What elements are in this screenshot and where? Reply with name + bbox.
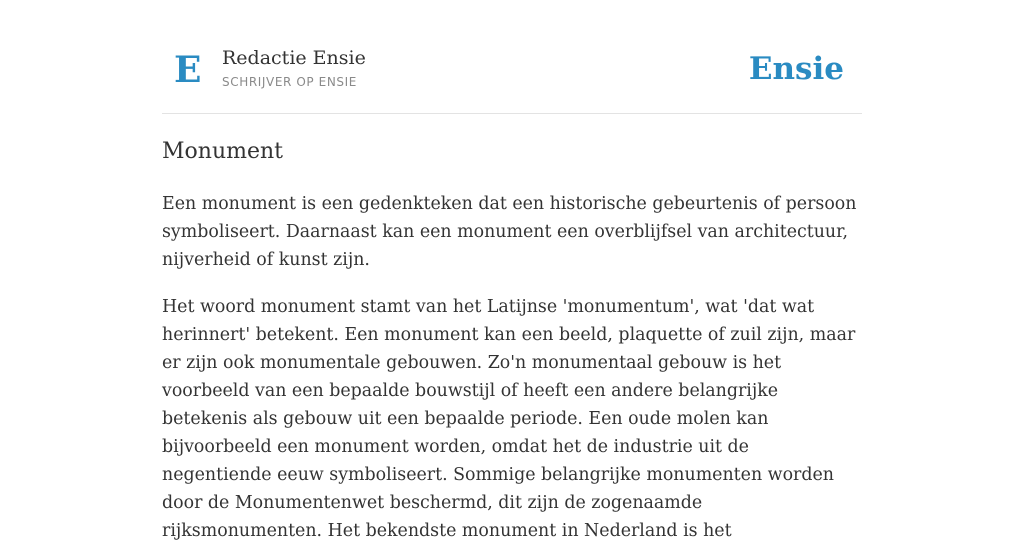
article-title: Monument [162,139,283,164]
article-paragraph: Het woord monument stamt van het Latijnse 'monumentum', wat 'dat wat herinnert' betekent. Een monument kan een beeld, plaquette of zuil zijn, maar er zijn ook monumentale gebouwen. Zo'n monumentaal gebouw is het voorbeeld van een bepaalde bouwstijl of heeft een andere belangrijke betekenis als gebouw uit een bepaalde periode. Een oude molen kan bijvoorbeeld een monument worden, omdat het de industrie uit de negentiende eeuw symboliseert. Sommige belangrijke monumenten worden door de Monumentenwet beschermd, dit zijn de zogenaamde rijksmonumenten. Het bekendste monument in Nederland is het [162,297,856,541]
author-role: SCHRIJVER OP ENSIE [222,75,357,89]
article-header [162,0,862,114]
article-paragraph: Een monument is een gedenkteken dat een historische gebeurtenis of persoon symboliseert. Daarnaast kan een monument een overblijfsel van architectuur, nijverheid of kunst zijn. [162,194,857,270]
brand-logo[interactable]: Ensie [748,51,844,87]
author-logo[interactable]: E [174,49,202,91]
author-name[interactable]: Redactie Ensie [222,47,366,69]
article-container [162,0,862,541]
